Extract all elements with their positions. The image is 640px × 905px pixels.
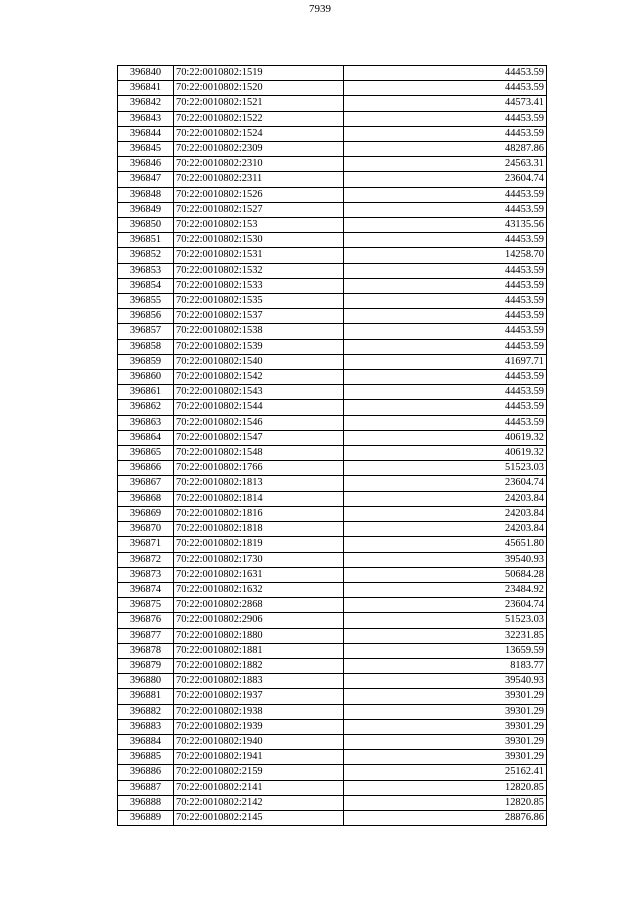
table-row bbox=[118, 643, 547, 658]
cadastral-number-cell: 70:22:0010802:2141 bbox=[174, 780, 344, 795]
row-number-cell: 396859 bbox=[118, 354, 174, 369]
table-row bbox=[118, 111, 547, 126]
cadastral-number-cell: 70:22:0010802:1531 bbox=[174, 248, 344, 263]
table-row bbox=[118, 294, 547, 309]
cadastral-number-cell: 70:22:0010802:1527 bbox=[174, 202, 344, 217]
value-cell: 25162.41 bbox=[344, 765, 547, 780]
cadastral-number-cell: 70:22:0010802:1526 bbox=[174, 187, 344, 202]
cadastral-number-cell: 70:22:0010802:1818 bbox=[174, 522, 344, 537]
row-number-cell: 396867 bbox=[118, 476, 174, 491]
row-number-cell: 396858 bbox=[118, 339, 174, 354]
table-row bbox=[118, 309, 547, 324]
row-number-cell: 396848 bbox=[118, 187, 174, 202]
value-cell: 44453.59 bbox=[344, 233, 547, 248]
row-number-cell: 396872 bbox=[118, 552, 174, 567]
table-row bbox=[118, 476, 547, 491]
cadastral-number-cell: 70:22:0010802:2906 bbox=[174, 613, 344, 628]
table-row bbox=[118, 689, 547, 704]
value-cell: 44453.59 bbox=[344, 415, 547, 430]
row-number-cell: 396842 bbox=[118, 96, 174, 111]
value-cell: 44573.41 bbox=[344, 96, 547, 111]
table-row bbox=[118, 810, 547, 825]
row-number-cell: 396856 bbox=[118, 309, 174, 324]
row-number-cell: 396857 bbox=[118, 324, 174, 339]
table-row bbox=[118, 354, 547, 369]
row-number-cell: 396873 bbox=[118, 567, 174, 582]
value-cell: 44453.59 bbox=[344, 324, 547, 339]
row-number-cell: 396865 bbox=[118, 446, 174, 461]
value-cell: 13659.59 bbox=[344, 643, 547, 658]
value-cell: 23604.74 bbox=[344, 172, 547, 187]
row-number-cell: 396852 bbox=[118, 248, 174, 263]
cadastral-number-cell: 70:22:0010802:1537 bbox=[174, 309, 344, 324]
value-cell: 39540.93 bbox=[344, 674, 547, 689]
cadastral-number-cell: 70:22:0010802:1542 bbox=[174, 370, 344, 385]
table-row bbox=[118, 248, 547, 263]
table-row bbox=[118, 506, 547, 521]
value-cell: 12820.85 bbox=[344, 795, 547, 810]
value-cell: 39540.93 bbox=[344, 552, 547, 567]
value-cell: 8183.77 bbox=[344, 658, 547, 673]
cadastral-number-cell: 70:22:0010802:1730 bbox=[174, 552, 344, 567]
value-cell: 14258.70 bbox=[344, 248, 547, 263]
value-cell: 24203.84 bbox=[344, 522, 547, 537]
row-number-cell: 396881 bbox=[118, 689, 174, 704]
row-number-cell: 396884 bbox=[118, 734, 174, 749]
cadastral-number-cell: 70:22:0010802:1940 bbox=[174, 734, 344, 749]
table-row bbox=[118, 522, 547, 537]
cadastral-number-cell: 70:22:0010802:1539 bbox=[174, 339, 344, 354]
value-cell: 39301.29 bbox=[344, 750, 547, 765]
cadastral-number-cell: 70:22:0010802:1521 bbox=[174, 96, 344, 111]
cadastral-number-cell: 70:22:0010802:2142 bbox=[174, 795, 344, 810]
cadastral-number-cell: 70:22:0010802:1544 bbox=[174, 400, 344, 415]
cadastral-number-cell: 70:22:0010802:1766 bbox=[174, 461, 344, 476]
table-row bbox=[118, 142, 547, 157]
row-number-cell: 396876 bbox=[118, 613, 174, 628]
value-cell: 44453.59 bbox=[344, 66, 547, 81]
row-number-cell: 396854 bbox=[118, 278, 174, 293]
value-cell: 44453.59 bbox=[344, 309, 547, 324]
value-cell: 40619.32 bbox=[344, 446, 547, 461]
cadastral-number-cell: 70:22:0010802:1533 bbox=[174, 278, 344, 293]
table-row bbox=[118, 278, 547, 293]
value-cell: 45651.80 bbox=[344, 537, 547, 552]
row-number-cell: 396853 bbox=[118, 263, 174, 278]
row-number-cell: 396882 bbox=[118, 704, 174, 719]
row-number-cell: 396885 bbox=[118, 750, 174, 765]
row-number-cell: 396888 bbox=[118, 795, 174, 810]
cadastral-number-cell: 70:22:0010802:1530 bbox=[174, 233, 344, 248]
value-cell: 51523.03 bbox=[344, 613, 547, 628]
value-cell: 51523.03 bbox=[344, 461, 547, 476]
row-number-cell: 396880 bbox=[118, 674, 174, 689]
table-row bbox=[118, 461, 547, 476]
table-row bbox=[118, 628, 547, 643]
cadastral-number-cell: 70:22:0010802:1814 bbox=[174, 491, 344, 506]
table-row bbox=[118, 537, 547, 552]
table-row bbox=[118, 658, 547, 673]
cadastral-number-cell: 70:22:0010802:1535 bbox=[174, 294, 344, 309]
cadastral-number-cell: 70:22:0010802:1524 bbox=[174, 126, 344, 141]
value-cell: 24563.31 bbox=[344, 157, 547, 172]
table-row bbox=[118, 66, 547, 81]
table-row bbox=[118, 795, 547, 810]
cadastral-number-cell: 70:22:0010802:1819 bbox=[174, 537, 344, 552]
value-cell: 50684.28 bbox=[344, 567, 547, 582]
table-row bbox=[118, 370, 547, 385]
row-number-cell: 396889 bbox=[118, 810, 174, 825]
row-number-cell: 396886 bbox=[118, 765, 174, 780]
cadastral-number-cell: 70:22:0010802:1939 bbox=[174, 719, 344, 734]
table-row bbox=[118, 126, 547, 141]
value-cell: 23484.92 bbox=[344, 582, 547, 597]
table-row bbox=[118, 765, 547, 780]
table-row bbox=[118, 400, 547, 415]
cadastral-number-cell: 70:22:0010802:1941 bbox=[174, 750, 344, 765]
table-row bbox=[118, 81, 547, 96]
value-cell: 44453.59 bbox=[344, 126, 547, 141]
table-row bbox=[118, 157, 547, 172]
table-row bbox=[118, 187, 547, 202]
row-number-cell: 396877 bbox=[118, 628, 174, 643]
table-row bbox=[118, 780, 547, 795]
value-cell: 44453.59 bbox=[344, 263, 547, 278]
table-row bbox=[118, 263, 547, 278]
value-cell: 39301.29 bbox=[344, 689, 547, 704]
value-cell: 44453.59 bbox=[344, 81, 547, 96]
table-row bbox=[118, 598, 547, 613]
cadastral-number-cell: 70:22:0010802:1543 bbox=[174, 385, 344, 400]
cadastral-number-cell: 70:22:0010802:2309 bbox=[174, 142, 344, 157]
row-number-cell: 396855 bbox=[118, 294, 174, 309]
value-cell: 44453.59 bbox=[344, 385, 547, 400]
table-row bbox=[118, 96, 547, 111]
row-number-cell: 396887 bbox=[118, 780, 174, 795]
row-number-cell: 396879 bbox=[118, 658, 174, 673]
table-row bbox=[118, 218, 547, 233]
table-row bbox=[118, 491, 547, 506]
value-cell: 44453.59 bbox=[344, 187, 547, 202]
row-number-cell: 396866 bbox=[118, 461, 174, 476]
row-number-cell: 396845 bbox=[118, 142, 174, 157]
row-number-cell: 396843 bbox=[118, 111, 174, 126]
cadastral-number-cell: 70:22:0010802:1520 bbox=[174, 81, 344, 96]
value-cell: 12820.85 bbox=[344, 780, 547, 795]
value-cell: 39301.29 bbox=[344, 734, 547, 749]
table-row bbox=[118, 324, 547, 339]
cadastral-number-cell: 70:22:0010802:1937 bbox=[174, 689, 344, 704]
row-number-cell: 396871 bbox=[118, 537, 174, 552]
cadastral-number-cell: 70:22:0010802:2310 bbox=[174, 157, 344, 172]
table-row bbox=[118, 613, 547, 628]
cadastral-number-cell: 70:22:0010802:1519 bbox=[174, 66, 344, 81]
value-cell: 32231.85 bbox=[344, 628, 547, 643]
row-number-cell: 396844 bbox=[118, 126, 174, 141]
table-row bbox=[118, 172, 547, 187]
table-row bbox=[118, 750, 547, 765]
table-row bbox=[118, 719, 547, 734]
table-row bbox=[118, 674, 547, 689]
cadastral-number-cell: 70:22:0010802:1938 bbox=[174, 704, 344, 719]
table-row bbox=[118, 582, 547, 597]
cadastral-table bbox=[117, 65, 547, 826]
cadastral-number-cell: 70:22:0010802:1547 bbox=[174, 430, 344, 445]
row-number-cell: 396841 bbox=[118, 81, 174, 96]
row-number-cell: 396851 bbox=[118, 233, 174, 248]
cadastral-number-cell: 70:22:0010802:1548 bbox=[174, 446, 344, 461]
row-number-cell: 396846 bbox=[118, 157, 174, 172]
row-number-cell: 396860 bbox=[118, 370, 174, 385]
row-number-cell: 396869 bbox=[118, 506, 174, 521]
row-number-cell: 396883 bbox=[118, 719, 174, 734]
value-cell: 23604.74 bbox=[344, 598, 547, 613]
row-number-cell: 396875 bbox=[118, 598, 174, 613]
cadastral-number-cell: 70:22:0010802:1881 bbox=[174, 643, 344, 658]
row-number-cell: 396840 bbox=[118, 66, 174, 81]
value-cell: 40619.32 bbox=[344, 430, 547, 445]
value-cell: 28876.86 bbox=[344, 810, 547, 825]
row-number-cell: 396868 bbox=[118, 491, 174, 506]
table-row bbox=[118, 233, 547, 248]
table-row bbox=[118, 415, 547, 430]
cadastral-number-cell: 70:22:0010802:1532 bbox=[174, 263, 344, 278]
cadastral-number-cell: 70:22:0010802:2868 bbox=[174, 598, 344, 613]
cadastral-number-cell: 70:22:0010802:1883 bbox=[174, 674, 344, 689]
table-row bbox=[118, 385, 547, 400]
cadastral-number-cell: 70:22:0010802:153 bbox=[174, 218, 344, 233]
table-row bbox=[118, 734, 547, 749]
value-cell: 24203.84 bbox=[344, 506, 547, 521]
value-cell: 44453.59 bbox=[344, 339, 547, 354]
value-cell: 44453.59 bbox=[344, 294, 547, 309]
cadastral-number-cell: 70:22:0010802:1546 bbox=[174, 415, 344, 430]
cadastral-number-cell: 70:22:0010802:2311 bbox=[174, 172, 344, 187]
row-number-cell: 396850 bbox=[118, 218, 174, 233]
row-number-cell: 396862 bbox=[118, 400, 174, 415]
table-row bbox=[118, 567, 547, 582]
row-number-cell: 396847 bbox=[118, 172, 174, 187]
value-cell: 44453.59 bbox=[344, 202, 547, 217]
cadastral-number-cell: 70:22:0010802:1540 bbox=[174, 354, 344, 369]
value-cell: 39301.29 bbox=[344, 719, 547, 734]
table-row bbox=[118, 552, 547, 567]
row-number-cell: 396864 bbox=[118, 430, 174, 445]
value-cell: 23604.74 bbox=[344, 476, 547, 491]
table-body bbox=[118, 66, 547, 826]
row-number-cell: 396863 bbox=[118, 415, 174, 430]
page-number: 7939 bbox=[309, 3, 331, 15]
cadastral-number-cell: 70:22:0010802:1813 bbox=[174, 476, 344, 491]
row-number-cell: 396878 bbox=[118, 643, 174, 658]
row-number-cell: 396874 bbox=[118, 582, 174, 597]
table-row bbox=[118, 339, 547, 354]
table-row bbox=[118, 446, 547, 461]
row-number-cell: 396849 bbox=[118, 202, 174, 217]
row-number-cell: 396861 bbox=[118, 385, 174, 400]
cadastral-number-cell: 70:22:0010802:1632 bbox=[174, 582, 344, 597]
value-cell: 44453.59 bbox=[344, 278, 547, 293]
cadastral-number-cell: 70:22:0010802:1882 bbox=[174, 658, 344, 673]
table-row bbox=[118, 202, 547, 217]
value-cell: 24203.84 bbox=[344, 491, 547, 506]
table-row bbox=[118, 430, 547, 445]
value-cell: 48287.86 bbox=[344, 142, 547, 157]
cadastral-number-cell: 70:22:0010802:1816 bbox=[174, 506, 344, 521]
cadastral-number-cell: 70:22:0010802:1880 bbox=[174, 628, 344, 643]
table-row bbox=[118, 704, 547, 719]
value-cell: 44453.59 bbox=[344, 111, 547, 126]
value-cell: 44453.59 bbox=[344, 370, 547, 385]
cadastral-number-cell: 70:22:0010802:1522 bbox=[174, 111, 344, 126]
cadastral-number-cell: 70:22:0010802:2159 bbox=[174, 765, 344, 780]
cadastral-number-cell: 70:22:0010802:1538 bbox=[174, 324, 344, 339]
value-cell: 44453.59 bbox=[344, 400, 547, 415]
value-cell: 39301.29 bbox=[344, 704, 547, 719]
value-cell: 43135.56 bbox=[344, 218, 547, 233]
row-number-cell: 396870 bbox=[118, 522, 174, 537]
value-cell: 41697.71 bbox=[344, 354, 547, 369]
cadastral-number-cell: 70:22:0010802:1631 bbox=[174, 567, 344, 582]
cadastral-number-cell: 70:22:0010802:2145 bbox=[174, 810, 344, 825]
